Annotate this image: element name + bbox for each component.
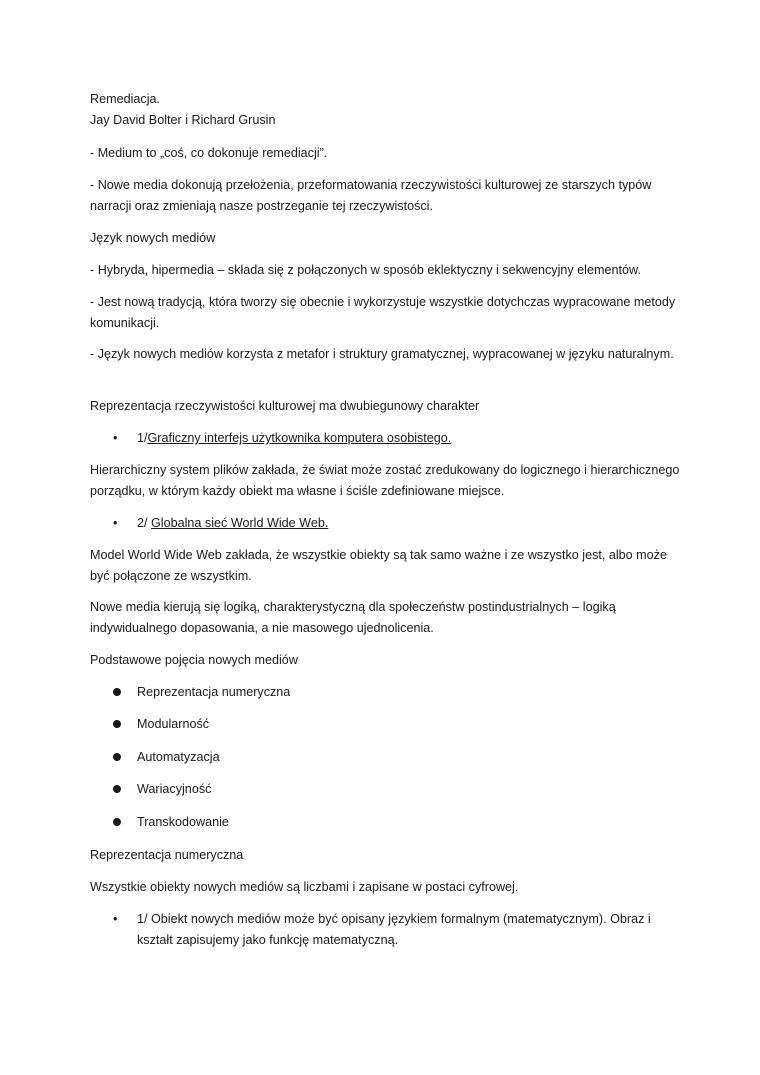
paragraph-logika: Nowe media kierują się logiką, charakterystyczną dla społeczeństw postindustrialnych – logiką indywidualnego dopasowania, a nie masowego ujednolicenia. [90, 600, 616, 635]
bullet-mark: • [113, 431, 118, 445]
bullet-dot-icon [113, 720, 121, 728]
bullet-mark: • [113, 516, 118, 530]
concept-item [0, 682, 760, 703]
item1-link[interactable]: Graficzny interfejs użytkownika komputera osobistego. [147, 431, 452, 445]
concept-item [0, 779, 760, 800]
paragraph-www: Model World Wide Web zakłada, że wszystkie obiekty są tak samo ważne i ze wszystko jest, albo może być połączone ze wszystkim. [90, 548, 667, 583]
item1-prefix: 1/ [137, 431, 148, 445]
concept-label: Reprezentacja numeryczna [137, 685, 291, 699]
bullet-dot-icon [113, 753, 121, 761]
bullet-dot-icon [113, 785, 121, 793]
heading-numeryczna: Reprezentacja numeryczna [90, 848, 244, 862]
item2-prefix: 2/ [137, 516, 152, 530]
paragraph-medium: - Medium to „coś, co dokonuje remediacji”. [90, 146, 328, 160]
heading-reprezentacja: Reprezentacja rzeczywistości kulturowej ma dwubiegunowy charakter [90, 399, 480, 413]
bullet-dot-icon [113, 818, 121, 826]
paragraph-tradycja: - Jest nową tradycją, która tworzy się obecnie i wykorzystuje wszystkie dotychczas wypracowane metody komunikacji. [90, 295, 676, 330]
heading-pojecia: Podstawowe pojęcia nowych mediów [90, 653, 298, 667]
concept-label: Wariacyjność [137, 782, 212, 796]
title [90, 89, 680, 131]
paragraph-hybryda: - Hybryda, hipermedia – składa się z połączonych w sposób eklektyczny i sekwencyjny elementów. [90, 263, 641, 277]
concept-item [0, 714, 760, 735]
concept-label: Modularność [137, 717, 210, 731]
heading-jezyk: Język nowych mediów [90, 231, 216, 245]
paragraph-jezyk-korzysta: - Język nowych mediów korzysta z metafor i struktury gramatycznej, wypracowanej w języku naturalnym. [90, 347, 674, 361]
paragraph-nowe-media: - Nowe media dokonują przełożenia, przeformatowania rzeczywistości kulturowej ze starszych typów narracji oraz zmieniają nasze postrzeganie tej rzeczywistości. [90, 178, 652, 213]
title-line-1: Remediacja. [90, 92, 160, 106]
title-line-2: Jay David Bolter i Richard Grusin [90, 113, 276, 127]
paragraph-hierarchiczny: Hierarchiczny system plików zakłada, że świat może zostać zredukowany do logicznego i hierarchicznego porządku, w którym każdy obiekt ma własne i ściśle zdefiniowane miejsce. [90, 463, 680, 498]
paragraph-liczby: Wszystkie obiekty nowych mediów są liczbami i zapisane w postaci cyfrowej. [90, 880, 519, 894]
concept-item [0, 812, 760, 833]
concept-item [0, 747, 760, 768]
item2-link[interactable]: Globalna sieć World Wide Web. [151, 516, 329, 530]
bullet-mark: • [113, 912, 118, 926]
concept-label: Automatyzacja [137, 750, 220, 764]
concept-label: Transkodowanie [137, 815, 229, 829]
bullet-dot-icon [113, 688, 121, 696]
item3-text: 1/ Obiekt nowych mediów może być opisany językiem formalnym (matematycznym). Obraz i kształt zapisujemy jako funkcję matematyczną. [137, 912, 651, 947]
